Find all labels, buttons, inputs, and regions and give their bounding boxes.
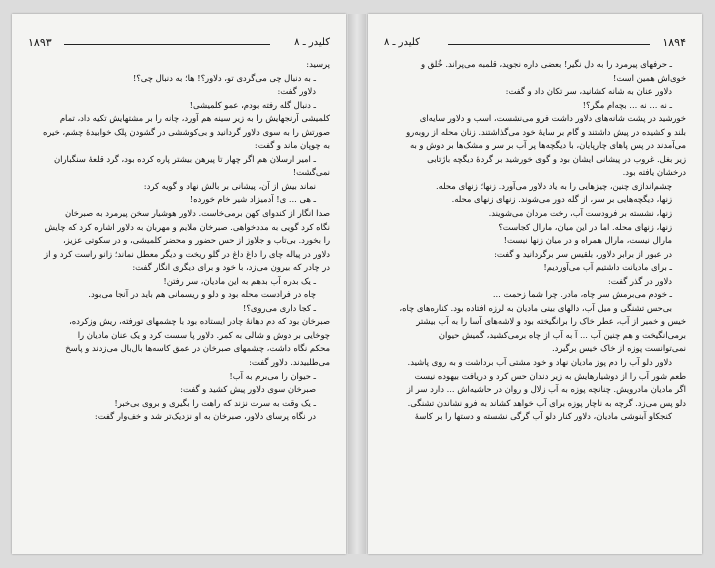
- left-page-number: ۱۸۹۳: [28, 36, 52, 49]
- text-line: دلاور عنان به شانه کشانید، سر تکان داد و گفت:: [505, 86, 672, 97]
- text-line: را بخورد. بی‌تاب و جلاوز از حس حضور و محضر کلمیشی، و در سکوتی عزیز،: [62, 235, 330, 246]
- text-line: می‌طلبیدند. دلاور گفت:: [249, 357, 330, 368]
- right-page-text: [384, 58, 686, 548]
- text-line: بی‌حس تشنگی و میل آب، دالهای بینی مادیان به لرزه افتاده بود. کناره‌های چاه،: [399, 302, 672, 313]
- text-line: ـ برای مادیانت داشتیم آب می‌آوردیم!: [543, 262, 672, 273]
- text-line: در چادر که بیرون می‌زد، با خود و برای دیگری انگار گفت:: [132, 262, 330, 273]
- text-line: نمی‌توانست پوزه از خاک خیس برگیرد.: [551, 343, 686, 354]
- text-line: می‌آمدند در پس پاهای چارپایان، با دیگچه‌ها پر آب بر سر و مشک‌ها بر دوش و به: [409, 140, 686, 151]
- text-line: کلمیشی آرنجهایش را به زیر سینه هم آورد، چانه را بر مشتهایش تکیه داد، تمام: [59, 113, 330, 124]
- text-line: بلند و کشیده در پیش داشتند و گام بر سایهٔ خود می‌گذاشتند. زنان محله از روبه‌رو: [406, 126, 686, 137]
- text-line: ـ نه ... نه ... بچه‌ام مگر؟!: [582, 99, 672, 110]
- text-line: صبرخان بود که دم دهانهٔ چادر ایستاده بود با چشمهای تورفته، ریش وزکرده،: [69, 316, 330, 327]
- text-line: خیس و خمیر از آب، عطر خاک را برانگیخته بود و لاشه‌های آسا را به آب بیشتر: [416, 316, 686, 327]
- text-line: زیر بغل. غروب در پیشانی ایشان بود و گوی خورشید بر گردهٔ دیگچه باژتابی: [427, 153, 686, 164]
- text-line: نگاه کرد گویی به مددخواهی. صبرخان ملایم و مهربان به دلاور اشاره کرد که چایش: [44, 221, 330, 232]
- header-rule: [448, 44, 650, 45]
- text-line: کنجکاو آبنوشی مادیان، دلاور کنار دلو آب گرگی نشسته و دستها را بر کاسهٔ: [414, 411, 672, 422]
- text-line: اگر مادیان مادرویش. چنانچه پوزه به آب زلال و روان در حاشیه‌اش ... دارد سر از: [406, 384, 686, 395]
- text-line: به چوپان ماند و گفت:: [254, 140, 330, 151]
- text-line: چشم‌اندازی چنین، چیزهایی را به یاد دلاور می‌آورد. زنها؛ زنهای محله.: [435, 180, 672, 191]
- left-running-title: کلیدر ـ ۸: [294, 37, 330, 48]
- text-line: ـ امیر ارسلان هم اگر چهار تا پیرهن بیشتر پاره کرده بود، گرد قلعهٔ سنگباران: [54, 153, 316, 164]
- text-line: در نگاه پرسای دلاور، صبرخان به او نزدیک‌تر شد و خف‌وار گفت:: [94, 411, 316, 422]
- text-line: صدا انگار از کندوای کهن برمی‌خاست. دلاور هوشیار سخن پیرمرد به صبرخان: [64, 208, 330, 219]
- text-line: زنها، زنهای محله. اما در این میان، مارال کجاست؟: [498, 221, 672, 232]
- right-page-header: [384, 34, 686, 52]
- text-line: در عبور از برابر دلاور، بلقیس سر برگردانید و گفت:: [494, 248, 672, 259]
- text-line: ـ به دنبال چی می‌گردی تو، دلاور؟! ها؛ به دنبال چی؟!: [132, 72, 316, 83]
- text-line: نمی‌گشت!: [292, 167, 330, 178]
- right-running-title: کلیدر ـ ۸: [384, 37, 420, 48]
- right-page: [368, 14, 702, 554]
- text-line: ـ هی ... ی! آدمیزاد شیر خام خورده!: [189, 194, 316, 205]
- text-line: ـ دنبال گله رفته بودم، عمو کلمیشی!: [189, 99, 316, 110]
- text-line: چوخایی بر دوش و شالی به کمر. دلاور پا سست کرد و یک عنان مادیان را: [77, 329, 330, 340]
- text-line: ـ کجا داری می‌روی؟!: [243, 302, 316, 313]
- text-line: برمی‌انگیخت و هم چنین آب ... آ به آب از چاه برمی‌کشید، گمیش حیوان: [438, 329, 686, 340]
- header-rule: [64, 44, 270, 45]
- text-line: درخشان یافته بود.: [622, 167, 686, 178]
- text-line: ـ حیوان را می‌برم به آب!: [229, 370, 316, 381]
- text-line: خورشید در پشت شانه‌های دلاور داشت فرو می‌نشست، اسب و دلاور سایه‌ای: [419, 113, 686, 124]
- text-line: محکم نگاه داشت، چشمهای صبرخان در عمق کاسه‌ها بال‌بال می‌زدند و پاسخ: [65, 343, 330, 354]
- text-line: طعم شور آب را از دوشیارهایش به زیر دندان حس کرد و دریافت بیهوده نیست: [414, 370, 686, 381]
- text-line: ـ خودم می‌برمش سر چاه، مادر. چرا شما زحمت ...: [492, 289, 672, 300]
- text-line: زنها، دیگچه‌هایی بر سر، از گله دور می‌شوند. زنهای زنهای محله.: [451, 194, 672, 205]
- right-page-number: ۱۸۹۴: [662, 36, 686, 49]
- text-line: دلاور گفت:: [277, 86, 316, 97]
- text-line: مارال نیست، مارال همراه و در میان زنها نیست!: [503, 235, 672, 246]
- text-line: نماند بیش از آن، پیشانی بر بالش نهاد و گویه کرد:: [143, 180, 316, 191]
- text-line: ـ حرفهای پیرمرد را به دل نگیر! بعضی داره نجوید، قلمبه می‌پراند. خُلق و: [421, 59, 672, 69]
- left-page-header: [28, 34, 330, 52]
- text-line: زنها، نشسته بر فرودست آب، رخت مردان می‌شویند.: [488, 208, 672, 219]
- text-line: دلو پس می‌زد. گرچه به ناچار پوزه برای آب خواهد کشاند به فرو نشاندن تشنگی.: [407, 397, 686, 408]
- text-line: خوی‌اش همین است!: [612, 72, 686, 83]
- text-line: صورتش را به سوی دلاور گردانید و بی‌کوششی در گشودن پلک خوابیدهٔ چشم، خیره: [43, 126, 330, 137]
- book-gutter: [348, 14, 366, 554]
- text-line: چاه در فرادست محله بود و دلو و ریسمانی هم باید در آنجا می‌بود.: [88, 289, 316, 300]
- text-line: دلاور دلو آب را دم پوز مادیان نهاد و خود مشتی آب برداشت و به روی پاشید.: [407, 357, 672, 368]
- left-page-text: [28, 58, 330, 548]
- left-page: [12, 14, 346, 554]
- text-line: صبرخان سوی دلاور پیش کشید و گفت:: [180, 384, 316, 395]
- text-line: دلاور در گذر گفت:: [607, 275, 672, 286]
- text-line: ـ یک وقت به سرت نزند که راهت را بگیری و بروی بی‌خبر!: [114, 397, 316, 408]
- text-line: دلاور در پیاله چای را داغ داغ در گلو ریخت و دیگر معطل نماند؛ زانو راست کرد و از: [44, 248, 330, 259]
- text-line: ـ یک بدره آب بدهم به این مادیان، سر رفتن!: [163, 275, 316, 286]
- text-line: پرسید:: [306, 59, 330, 69]
